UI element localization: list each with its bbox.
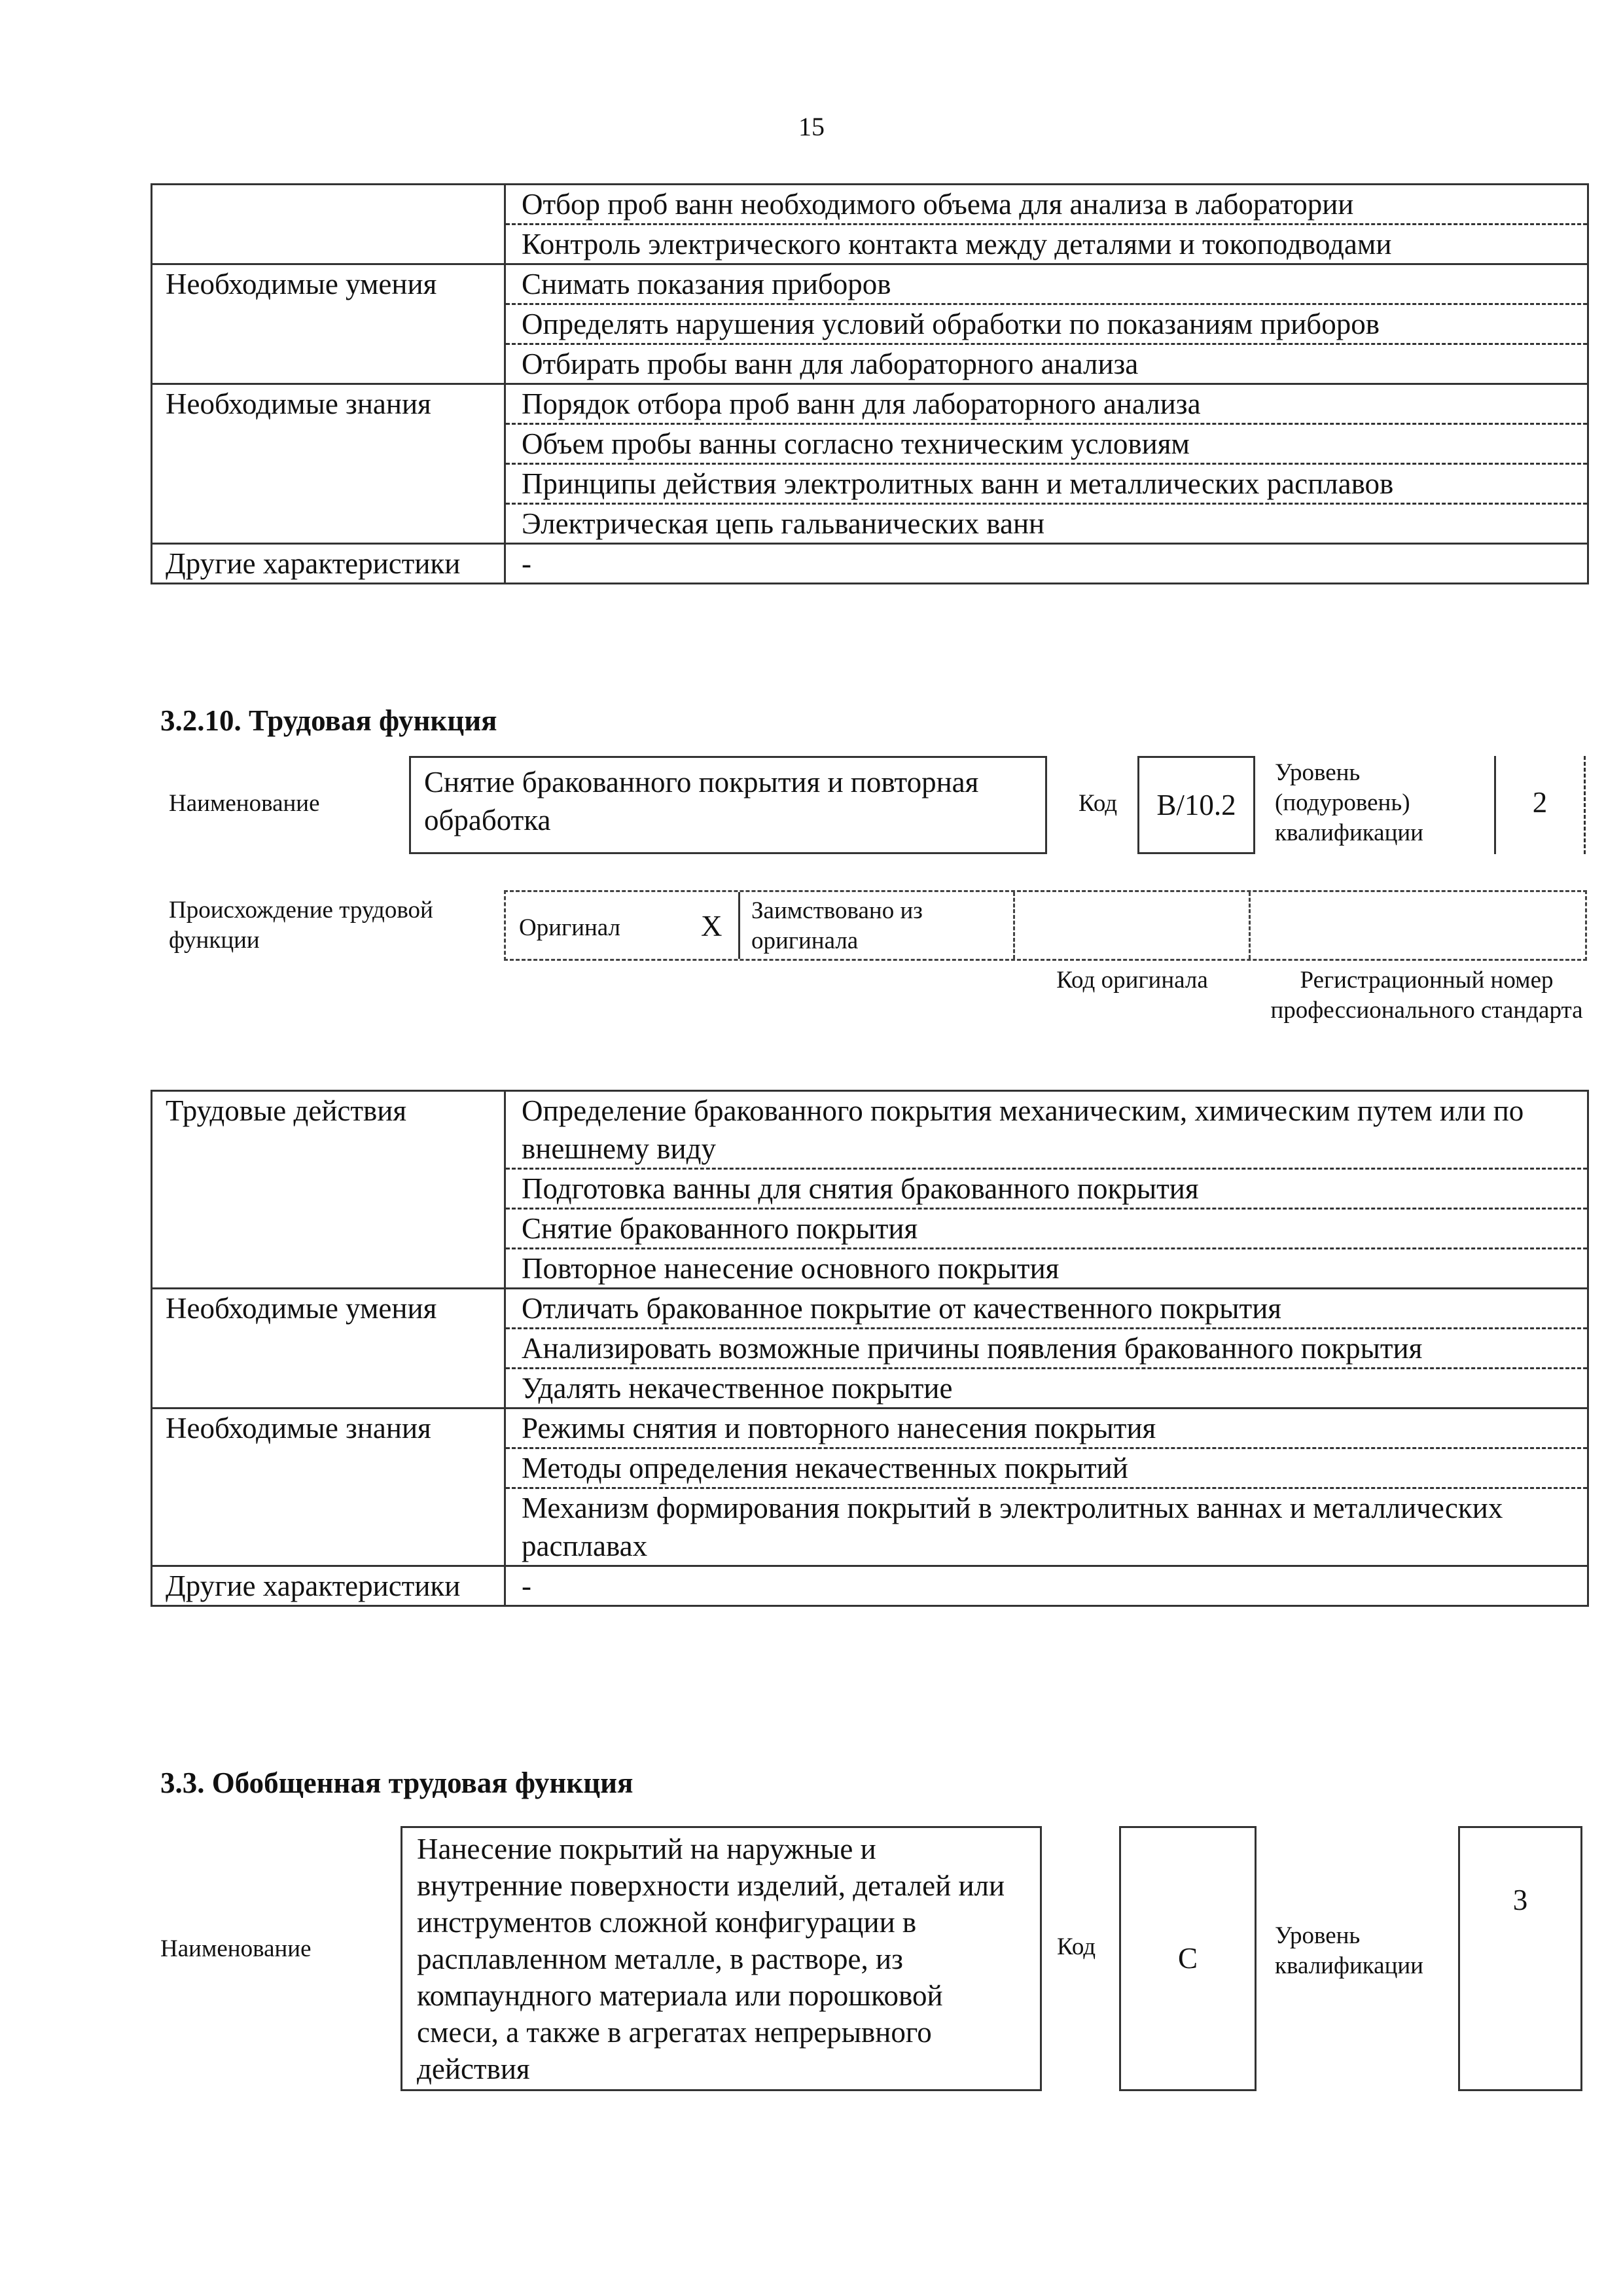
gen-level-box: [1458, 1826, 1582, 2091]
gen-code-value: C: [1177, 1942, 1198, 1975]
row-item: Отличать бракованное покрытие от качественного покрытия: [505, 1289, 1588, 1329]
origin-divider-1: [738, 892, 740, 959]
row-item: -: [505, 544, 1588, 584]
table-row: [152, 1091, 1588, 1169]
table-row: [152, 1566, 1588, 1606]
function-name-value: Снятие бракованного покрытия и повторная обработка: [424, 766, 979, 836]
gen-function-name-box: [401, 1826, 1042, 2091]
row-label: Другие характеристики: [152, 544, 505, 584]
function-name-box: [409, 756, 1047, 854]
origin-divider-3: [1249, 892, 1251, 959]
gen-code-label: Код: [1057, 1933, 1096, 1960]
row-label: Трудовые действия: [152, 1091, 505, 1289]
row-item: Отбор проб ванн необходимого объема для анализа в лаборатории: [505, 185, 1588, 224]
row-item: Методы определения некачественных покрытий: [505, 1448, 1588, 1488]
row-item: Снятие бракованного покрытия: [505, 1209, 1588, 1249]
original-label: Оригинал: [519, 914, 621, 941]
origin-divider-2: [1013, 892, 1015, 959]
original-code-label: Код оригинала: [1056, 967, 1208, 994]
original-mark: X: [701, 910, 722, 942]
row-item: Удалять некачественное покрытие: [505, 1369, 1588, 1408]
page-number: 15: [798, 112, 825, 141]
row-item: Порядок отбора проб ванн для лабораторного анализа: [505, 384, 1588, 424]
gen-name-label: Наименование: [160, 1935, 312, 1962]
labor-function-table: [151, 1090, 1589, 1607]
row-item: Определять нарушения условий обработки по показаниям приборов: [505, 304, 1588, 344]
row-item: Повторное нанесение основного покрытия: [505, 1249, 1588, 1289]
level-value: 2: [1532, 786, 1548, 819]
gen-function-name-value: Нанесение покрытий на наружные и внутренние поверхности изделий, деталей или инструментов сложной конфигурации в расплавленном металле, в растворе, из компаундного материала или порошковой смеси, а также в агрегатах непрерывного действия: [417, 1833, 1005, 2085]
table-row: [152, 1408, 1588, 1448]
code-box: [1137, 756, 1255, 854]
row-item: Контроль электрического контакта между деталями и токоподводами: [505, 224, 1588, 264]
origin-label: Происхождение трудовой функции: [169, 897, 433, 954]
gen-code-box: [1119, 1826, 1257, 2091]
level-right-border: [1584, 756, 1586, 854]
gen-level-label: Уровень квалификации: [1275, 1922, 1423, 1979]
row-label: Другие характеристики: [152, 1566, 505, 1606]
row-label: Необходимые знания: [152, 1408, 505, 1566]
row-label: Необходимые умения: [152, 1289, 505, 1408]
row-item: Снимать показания приборов: [505, 264, 1588, 304]
row-item: -: [505, 1566, 1588, 1606]
table-row: [152, 1289, 1588, 1329]
row-item: Принципы действия электролитных ванн и металлических расплавов: [505, 464, 1588, 504]
row-item: Определение бракованного покрытия механическим, химическим путем или по внешнему виду: [505, 1091, 1588, 1169]
borrowed-label: Заимствовано из оригинала: [751, 897, 923, 954]
continuation-table: [151, 183, 1589, 584]
labor-function-table-body: [152, 1091, 1588, 1606]
code-value: B/10.2: [1156, 789, 1236, 821]
row-item: Механизм формирования покрытий в электролитных ваннах и металлических расплавах: [505, 1488, 1588, 1566]
continuation-table-body: [152, 185, 1588, 584]
table-row: [152, 185, 1588, 224]
section-heading-3-2-10: 3.2.10. Трудовая функция: [160, 704, 497, 737]
gen-level-value: 3: [1512, 1884, 1528, 1916]
row-label: Необходимые умения: [152, 264, 505, 384]
table-row: [152, 264, 1588, 304]
table-row: [152, 544, 1588, 584]
row-item: Режимы снятия и повторного нанесения покрытия: [505, 1408, 1588, 1448]
row-item: Анализировать возможные причины появления бракованного покрытия: [505, 1329, 1588, 1369]
table-row: [152, 384, 1588, 424]
row-label: Необходимые знания: [152, 384, 505, 544]
row-item: Объем пробы ванны согласно техническим условиям: [505, 424, 1588, 464]
reg-number-label: Регистрационный номер профессионального стандарта: [1270, 967, 1583, 1024]
row-item: Электрическая цепь гальванических ванн: [505, 504, 1588, 544]
code-label: Код: [1079, 790, 1118, 817]
origin-row: [504, 890, 1587, 961]
row-label: [152, 185, 505, 264]
name-label: Наименование: [169, 790, 320, 817]
row-item: Подготовка ванны для снятия бракованного покрытия: [505, 1169, 1588, 1209]
section-heading-3-3: 3.3. Обобщенная трудовая функция: [160, 1767, 633, 1799]
level-label: Уровень (подуровень) квалификации: [1275, 759, 1423, 846]
row-item: Отбирать пробы ванн для лабораторного анализа: [505, 344, 1588, 384]
